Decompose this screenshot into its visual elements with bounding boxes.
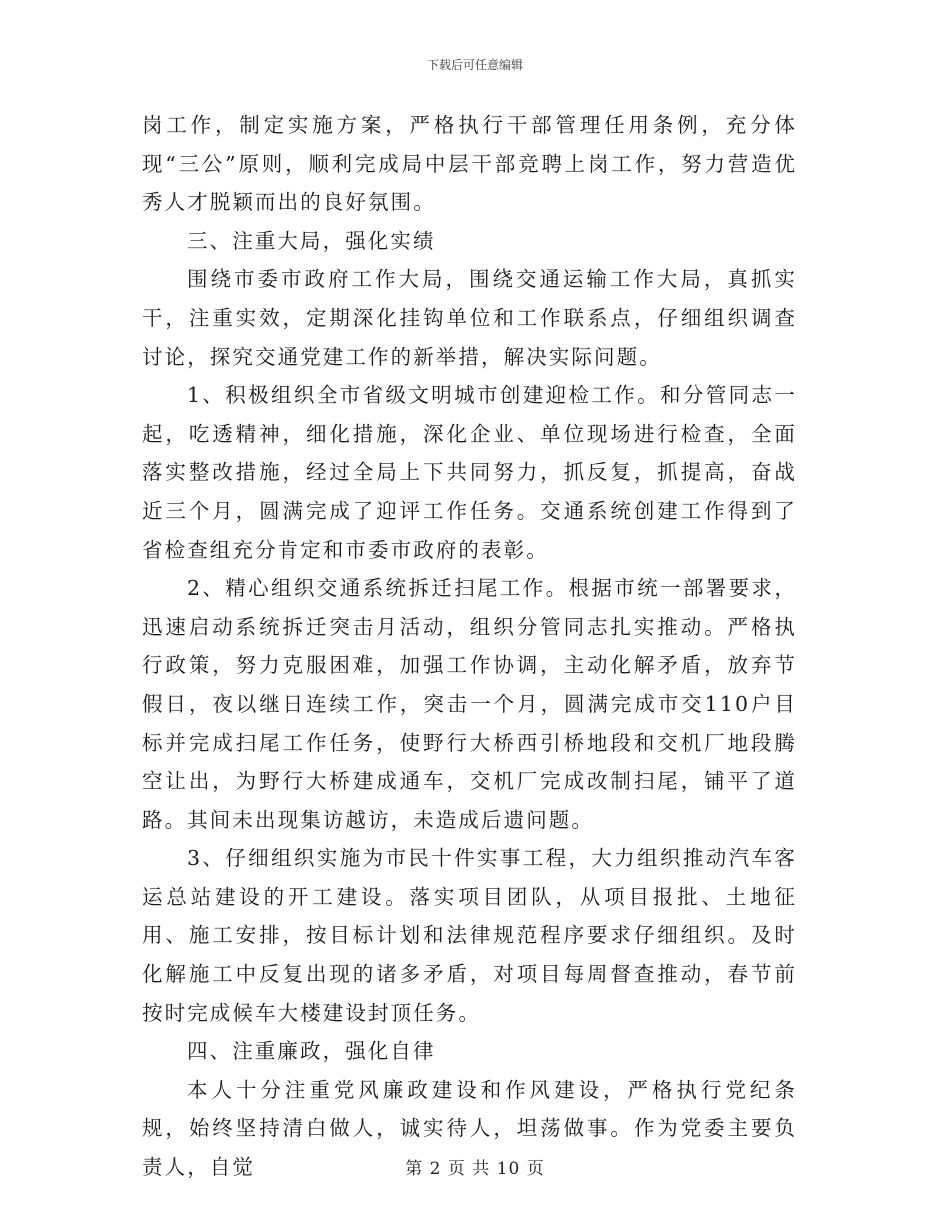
paragraph-section-3-intro: 围绕市委市政府工作大局，围绕交通运输工作大局，真抓实干，注重实效，定期深化挂钩单位和工作联系点，仔细组织调查讨论，探究交通党建工作的新举措，解决实际问题。 — [142, 267, 797, 369]
section-heading-4: 四、注重廉政，强化自律 — [187, 1039, 436, 1064]
page-number: 第 2 页 共 10 页 — [405, 1159, 545, 1179]
section-heading-3: 三、注重大局，强化实绩 — [187, 228, 436, 253]
page-header: 下载后可任意编辑 — [426, 58, 523, 72]
paragraph-section-4-intro: 本人十分注重党风廉政建设和作风建设，严格执行党纪条规，始终坚持清白做人，诚实待人，坦荡做事。作为党委主要负责人，自觉 — [142, 1077, 797, 1180]
paragraph-item-3: 3、仔细组织实施为市民十件实事工程，大力组织推动汽车客运总站建设的开工建设。落实项目团队，从项目报批、土地征用、施工安排，按目标计划和法律规范程序要求仔细组织。及时化解施工中反复出现的诸多矛盾，对项目每周督查推动，春节前按时完成候车大楼建设封顶任务。 — [142, 846, 797, 1025]
paragraph-item-2: 2、精心组织交通系统拆迁扫尾工作。根据市统一部署要求，迅速启动系统拆迁突击月活动，组织分管同志扎实推动。严格执行政策，努力克服困难，加强工作协调，主动化解矛盾，放弃节假日，夜以继日连续工作，突击一个月，圆满完成市交110户目标并完成扫尾工作任务，使野行大桥西引桥地段和交机厂地段腾空让出，为野行大桥建成通车，交机厂完成改制扫尾，铺平了道路。其间未出现集访越访，未造成后遗问题。 — [142, 576, 797, 832]
document-body — [142, 106, 797, 1187]
paragraph-continuation: 岗工作，制定实施方案，严格执行干部管理任用条例，充分体现“三公”原则，顺利完成局中层干部竞聘上岗工作，努力营造优秀人才脱颖而出的良好氛围。 — [142, 113, 797, 215]
paragraph-item-1: 1、积极组织全市省级文明城市创建迎检工作。和分管同志一起，吃透精神，细化措施，深化企业、单位现场进行检查，全面落实整改措施，经过全局上下共同努力，抓反复，抓提高，奋战近三个月，圆满完成了迎评工作任务。交通系统创建工作得到了省检查组充分肯定和市委市政府的表彰。 — [142, 383, 797, 562]
